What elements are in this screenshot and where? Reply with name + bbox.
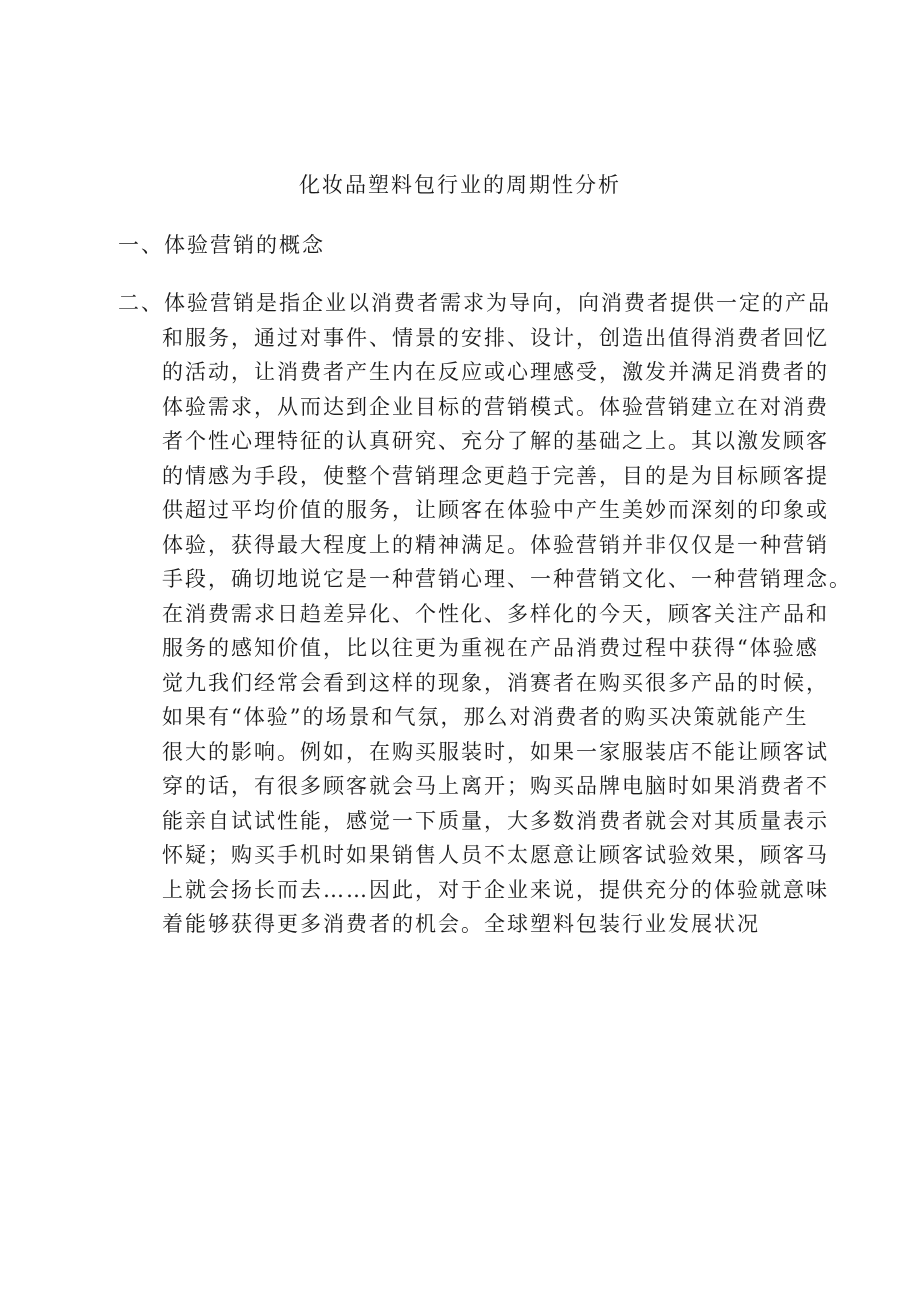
paragraph-line: 如果有“体验”的场景和气氛，那么对消费者的购买决策就能产生 bbox=[162, 705, 809, 729]
paragraph-line: 体验需求，从而达到企业目标的营销模式。体验营销建立在对消费 bbox=[162, 394, 829, 419]
paragraph-line: 觉九我们经常会看到这样的现象，消赛者在购买很多产品的时候， bbox=[162, 670, 829, 695]
document-title: 化妆品塑料包行业的周期性分析 bbox=[299, 173, 621, 197]
paragraph-line: 的活动，让消费者产生内在反应或心理感受，激发并满足消费者的 bbox=[162, 360, 829, 384]
paragraph-line: 的情感为手段，使整个营销理念更趋于完善，目的是为目标顾客提 bbox=[162, 463, 829, 488]
paragraph-line: 二、体验营销是指企业以消费者需求为导向，向消费者提供一定的产品 bbox=[118, 291, 831, 315]
paragraph-line: 供超过平均价值的服务，让顾客在体验中产生美妙而深刻的印象或 bbox=[162, 498, 829, 522]
paragraph-line: 者个性心理特征的认真研究、充分了解的基础之上。其以激发顾客 bbox=[162, 429, 829, 453]
section-heading: 一、体验营销的概念 bbox=[118, 233, 325, 257]
paragraph-line: 上就会扬长而去……因此，对于企业来说，提供充分的体验就意味 bbox=[162, 877, 829, 902]
paragraph-line: 很大的影响。例如，在购买服装时，如果一家服装店不能让顾客试 bbox=[162, 739, 829, 764]
paragraph-line: 和服务，通过对事件、情景的安排、设计，创造出值得消费者回忆 bbox=[162, 325, 829, 350]
body-paragraph bbox=[118, 286, 878, 942]
paragraph-line: 体验，获得最大程度上的精神满足。体验营销并非仅仅是一种营销 bbox=[162, 532, 829, 557]
paragraph-line: 穿的话，有很多顾客就会马上离开；购买品牌电脑时如果消费者不 bbox=[162, 774, 829, 798]
paragraph-line: 手段，确切地说它是一种营销心理、一种营销文化、一种营销理念。 bbox=[162, 567, 852, 591]
paragraph-line: 怀疑；购买手机时如果销售人员不太愿意让顾客试验效果，顾客马 bbox=[162, 843, 829, 867]
paragraph-line: 服务的感知价值，比以往更为重视在产品消费过程中获得“体验感 bbox=[162, 636, 819, 660]
paragraph-line: 能亲自试试性能，感觉一下质量，大多数消费者就会对其质量表示 bbox=[162, 808, 829, 833]
paragraph-line: 着能够获得更多消费者的机会。全球塑料包装行业发展状况 bbox=[162, 912, 760, 936]
paragraph-line: 在消费需求日趋差异化、个性化、多样化的今天，顾客关注产品和 bbox=[162, 601, 829, 626]
